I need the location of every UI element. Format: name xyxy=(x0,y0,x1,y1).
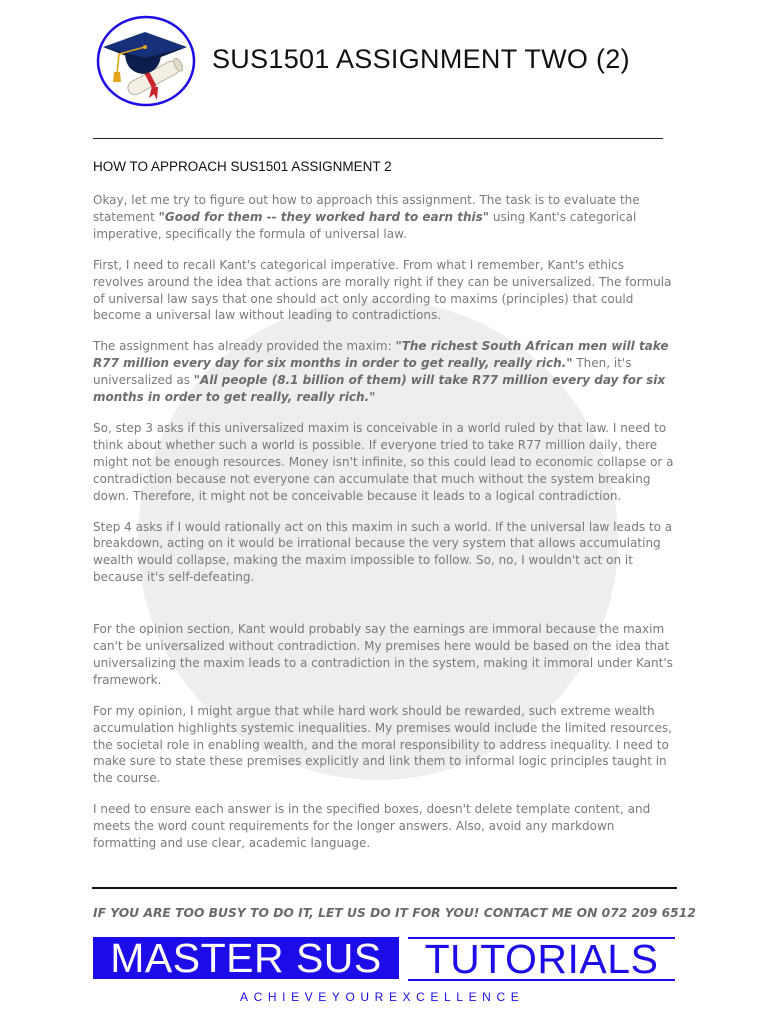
document-title: SUS1501 ASSIGNMENT TWO (2) xyxy=(212,44,630,74)
text: Okay, let me try to figure out how to approach this assignment. The task is to evaluate the statement xyxy=(93,193,640,224)
text: First, I need to recall Kant's categorical imperative. From what I remember, Kant's ethics revolves around the idea that actions are morally right if they can be universalized. The formula of universal law says that one should act only according to maxims (principles) that could become a universal law without leading to contradictions. xyxy=(93,257,672,323)
paragraph-step-3 xyxy=(93,420,677,505)
paragraph-my-opinion xyxy=(93,703,677,788)
text: using Kant's categorical imperative, specifically the formula of universal law. xyxy=(93,209,637,241)
header-divider xyxy=(93,138,663,139)
text: So, step 3 asks if this universalized maxim is conceivable in a world ruled by that law. I need to think about whether such a world is possible. If everyone tried to take R77 million daily, there might not be enough resources. Money isn't infinite, so this could lead to economic collapse or a contradiction because not everyone can accumulate that much without the system breaking down. Therefore, it might not be conceivable because it leads to a logical contradiction. xyxy=(93,420,674,503)
emphasis-maxim: "The richest South African men will take R77 million every day for six months in order to get really, really rich." xyxy=(93,339,669,371)
brand-name-tutorials: TUTORIALS xyxy=(408,937,675,981)
text: The assignment has already provided the maxim: xyxy=(93,339,396,354)
paragraph-step-4 xyxy=(93,519,677,587)
paragraph-intro xyxy=(93,192,677,243)
emphasis-quote: "Good for them -- they worked hard to earn this" xyxy=(158,209,490,224)
brand-name-master-sus: MASTER SUS xyxy=(93,937,399,979)
brand-tagline: ACHIEVEYOUREXCELLENCE xyxy=(240,990,525,1004)
paragraph-opinion-kant xyxy=(93,621,677,689)
text: For the opinion section, Kant would probably say the earnings are immoral because the maxim can't be universalized without contradiction. My premises here would be based on the idea that universalizing the maxim leads to a contradiction in the system, making it immoral under Kant's framework. xyxy=(93,622,673,687)
text: Then, it's universalized as xyxy=(93,356,632,388)
footer-divider xyxy=(92,887,677,889)
text: Step 4 asks if I would rationally act on this maxim in such a world. If the universal law leads to a breakdown, acting on it would be irrational because the very system that allows accumulating wealth would collapse, making the maxim impossible to follow. So, no, I wouldn't act on it because it's self-defeating. xyxy=(93,519,673,585)
graduation-cap-diploma-icon xyxy=(95,14,197,108)
document-body xyxy=(93,192,677,866)
text: I need to ensure each answer is in the specified boxes, doesn't delete template content, and meets the word count requirements for the longer answers. Also, avoid any markdown formatting and use clear, academic language. xyxy=(93,802,651,851)
paragraph-maxim xyxy=(93,338,677,406)
emphasis-universalized-maxim: "All people (8.1 billion of them) will take R77 million every day for six months in order to get really, really rich." xyxy=(93,373,666,405)
paragraph-categorical-imperative xyxy=(93,257,677,325)
text: For my opinion, I might argue that while hard work should be rewarded, such extreme wealth accumulation highlights systemic inequalities. My premises would include the limited resources, the societal role in enabling wealth, and the moral responsibility to address inequality. I need to make sure to state these premises explicitly and link them to informal logic principles taught in the course. xyxy=(93,703,672,786)
section-heading: HOW TO APPROACH SUS1501 ASSIGNMENT 2 xyxy=(93,159,392,174)
contact-call-to-action: IF YOU ARE TOO BUSY TO DO IT, LET US DO IT FOR YOU! CONTACT ME ON 072 209 6512 xyxy=(93,906,696,920)
paragraph-requirements xyxy=(93,801,677,852)
